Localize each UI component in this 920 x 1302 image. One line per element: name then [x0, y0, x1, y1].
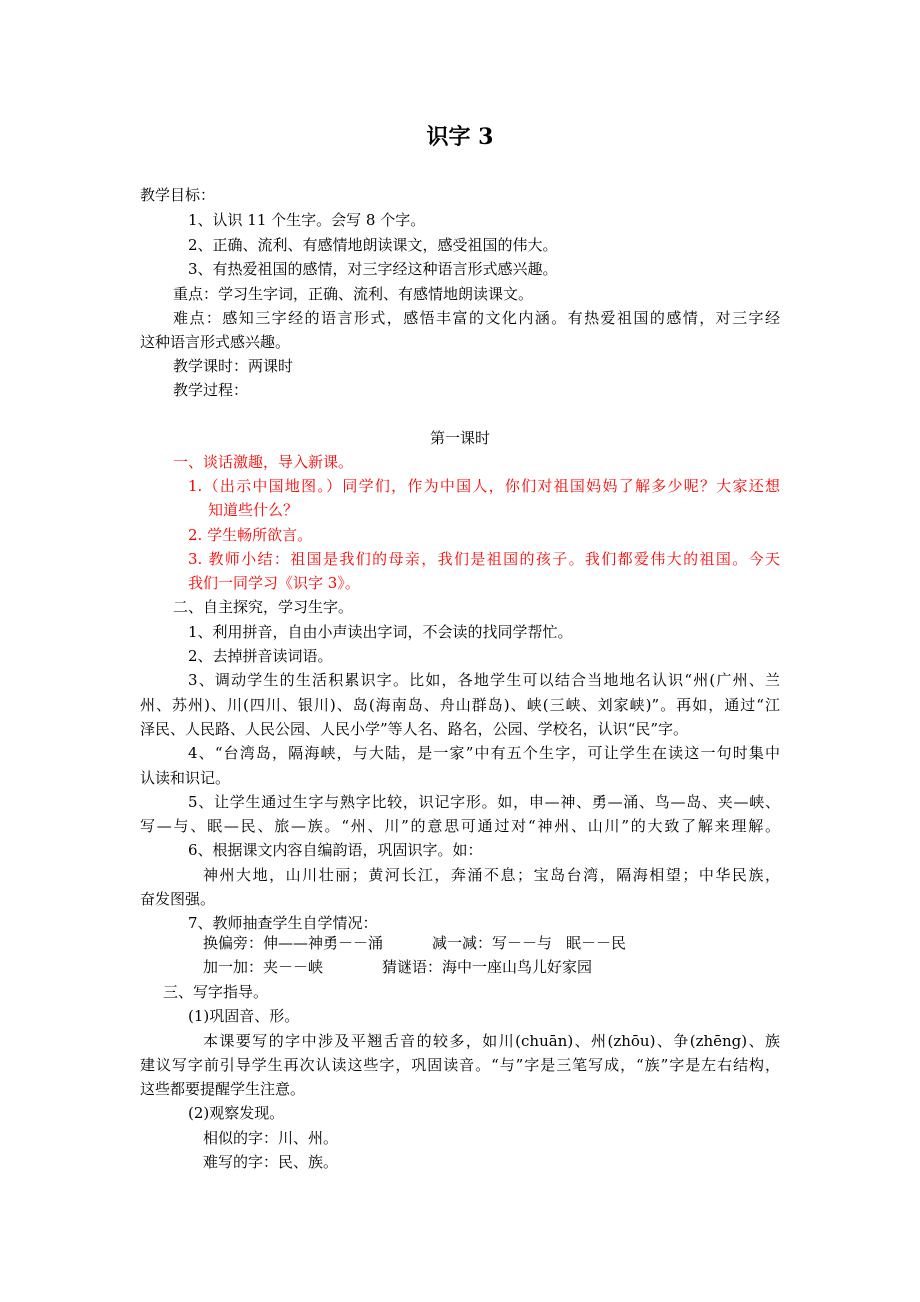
text-line: 建议写字前引导学生再次认读这些字，巩固读音。“与”字是三笔写成，“族”字是左右结构， — [140, 1056, 780, 1074]
text-line: 一、谈话激趣，导入新课。 — [173, 453, 354, 471]
text-line: (2)观察发现。 — [188, 1104, 285, 1122]
text-line: 写—与、眠—民、旅—族。“州、川”的意思可通过对“神州、山川”的大致了解来理解。 — [140, 817, 780, 835]
text-line: 1.（出示中国地图。）同学们，作为中国人，你们对祖国妈妈了解多少呢？大家还想 — [188, 477, 780, 495]
text-line: 3. 教师小结：祖国是我们的母亲，我们是祖国的孩子。我们都爱伟大的祖国。今天 — [188, 550, 780, 568]
text-line: 3、调动学生的生活积累识字。比如，各地学生可以结合当地地名认识“州(广州、兰 — [188, 671, 780, 689]
text-line: 5、让学生通过生字与熟字比较，识记字形。如，申—神、勇—涌、鸟—岛、夹—峡、 — [188, 793, 780, 811]
text-line: 2、去掉拼音读词语。 — [188, 647, 333, 665]
text-line: 教学过程： — [173, 381, 249, 399]
text-line: 换偏旁：伸——神勇－－涌 — [203, 934, 384, 952]
text-line: 相似的字：川、州。 — [203, 1129, 339, 1147]
text-line: (1)巩固音、形。 — [188, 1007, 300, 1025]
text-line: 本课要写的字中涉及平翘舌音的较多，如川(chuān)、州(zhōu)、争(zhēng)、族 — [203, 1032, 780, 1050]
text-line: 加一加：夹－－峡 — [203, 958, 324, 976]
text-line: 三、写字指导。 — [163, 983, 269, 1001]
text-line: 1、认识 11 个生字。会写 8 个字。 — [188, 211, 426, 229]
text-line: 猜谜语：海中一座山鸟儿好家园 — [382, 958, 593, 976]
text-line: 4、“台湾岛，隔海峡，与大陆，是一家”中有五个生字，可让学生在读这一句时集中 — [188, 744, 780, 762]
text-line: 神州大地，山川壮丽；黄河长江，奔涌不息；宝岛台湾，隔海相望；中华民族， — [203, 866, 780, 884]
text-line: 知道些什么？ — [208, 501, 299, 519]
text-line: 7、教师抽查学生自学情况： — [188, 914, 378, 932]
document-title: 识字 3 — [426, 124, 494, 150]
text-line: 眠－－民 — [566, 934, 627, 952]
text-line: 二、自主探究，学习生字。 — [173, 598, 354, 616]
text-line: 重点：学习生字词，正确、流利、有感情地朗读课文。 — [173, 285, 534, 303]
text-line: 2. 学生畅所欲言。 — [188, 526, 313, 544]
text-line: 2、正确、流利、有感情地朗读课文，感受祖国的伟大。 — [188, 236, 558, 254]
text-line: 难写的字：民、族。 — [203, 1153, 339, 1171]
section-heading: 第一课时 — [429, 429, 490, 447]
text-line: 难点：感知三字经的语言形式，感悟丰富的文化内涵。有热爱祖国的感情，对三字经 — [173, 309, 780, 327]
text-line: 这种语言形式感兴趣。 — [140, 333, 291, 351]
text-line: 这些都要提醒学生注意。 — [140, 1080, 306, 1098]
text-line: 我们一同学习《识字 3》。 — [188, 574, 360, 592]
text-line: 认读和识记。 — [140, 769, 231, 787]
text-line: 奋发图强。 — [140, 890, 216, 908]
text-line: 1、利用拼音，自由小声读出字词，不会读的找同学帮忙。 — [188, 623, 573, 641]
text-line: 泽民、人民路、人民公园、人民小学”等人名、路名，公园、学校名，认识“民”字。 — [140, 720, 689, 738]
text-line: 减一减：写－－与 — [432, 934, 553, 952]
text-line: 州、苏州)、川(四川、银川)、岛(海南岛、舟山群岛)、峡(三峡、刘家峡)”。再如，通过“江 — [140, 696, 780, 714]
text-line: 6、根据课文内容自编韵语，巩固识字。如： — [188, 841, 483, 859]
text-line: 教学目标： — [140, 186, 216, 204]
text-line: 教学课时：两课时 — [173, 357, 294, 375]
text-line: 3、有热爱祖国的感情，对三字经这种语言形式感兴趣。 — [188, 260, 558, 278]
